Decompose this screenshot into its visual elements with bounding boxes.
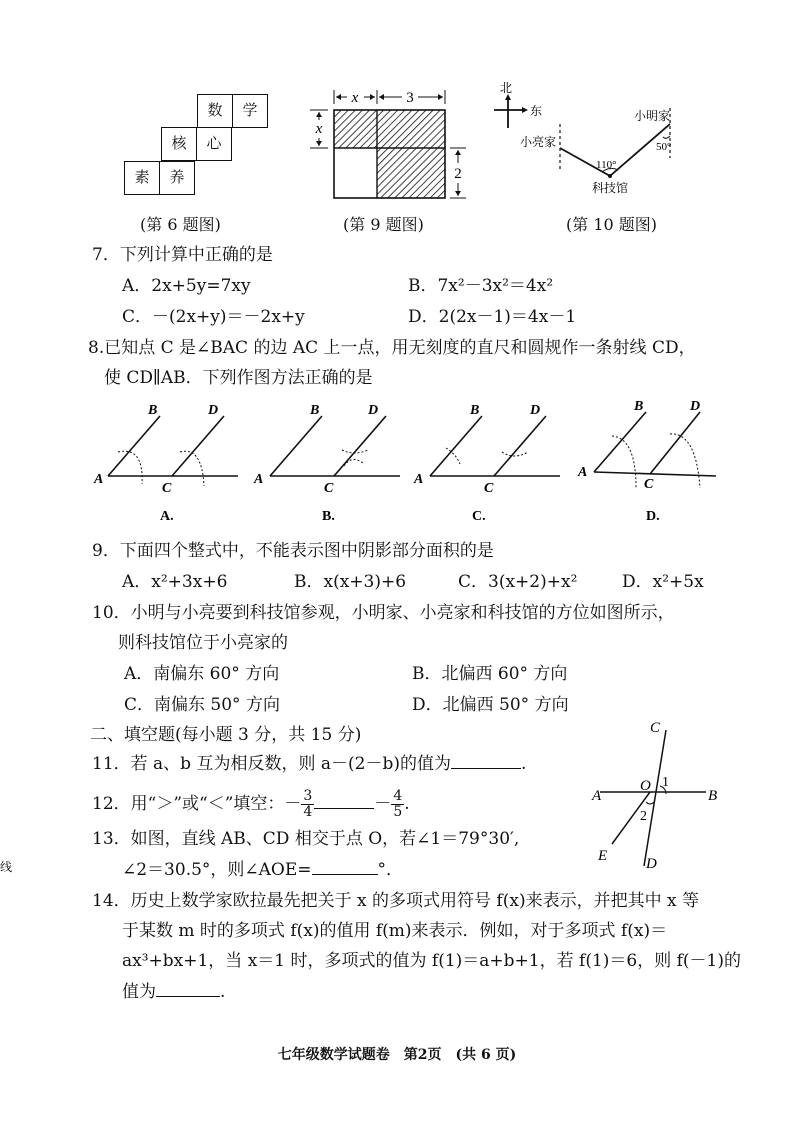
- svg-text:C: C: [324, 481, 334, 496]
- svg-text:A: A: [94, 472, 104, 487]
- q7-option-a: A．2x+5y=7xy: [122, 276, 251, 296]
- net-cell-6: 养: [159, 161, 195, 195]
- q13-line-1: 13．如图，直线 AB、CD 相交于点 O，若∠1＝79°30′,: [92, 829, 520, 849]
- q9-stem: 9．下面四个整式中，不能表示图中阴影部分面积的是: [92, 541, 494, 561]
- fig9-x-side: x: [315, 121, 323, 137]
- figure-10-diagram: [486, 78, 696, 208]
- q8-construction-figures: [90, 398, 740, 528]
- svg-text:B: B: [470, 403, 480, 418]
- q13-end: °．: [377, 860, 404, 880]
- net-cell-1: 数: [197, 94, 233, 128]
- svg-text:B: B: [310, 403, 320, 418]
- net-cell-5: 素: [124, 161, 160, 195]
- svg-text:A: A: [578, 465, 588, 480]
- fig13-label-2: 2: [640, 809, 647, 824]
- angle-50-label: 50°: [656, 141, 672, 153]
- museum-label: 科技馆: [592, 181, 629, 195]
- fig9-two: 2: [454, 166, 462, 182]
- angle-110-label: 110°: [596, 159, 617, 171]
- q11: [92, 752, 526, 775]
- figure-13: [586, 716, 726, 876]
- q13-line-2-text: ∠2＝30.5°，则∠AOE=: [122, 860, 312, 880]
- figure-9-diagram: [300, 80, 480, 210]
- svg-text:A.: A.: [160, 509, 174, 524]
- fig13-label-c: C: [650, 720, 661, 736]
- q10-line-1: 10．小明与小亮要到科技馆参观，小明家、小亮家和科技馆的方位如图所示，: [92, 603, 675, 623]
- q9-option-c: C．3(x+2)+x²: [458, 572, 578, 592]
- q8-line-1: 8.已知点 C 是∠BAC 的边 AC 上一点，用无刻度的直尺和圆规作一条射线 CD，: [88, 338, 696, 358]
- fig13-label-d: D: [646, 856, 657, 872]
- svg-text:B.: B.: [322, 509, 335, 524]
- svg-text:B: B: [148, 403, 158, 418]
- fig13-label-1: 1: [662, 775, 669, 790]
- xiaoliang-home-label: 小亮家: [520, 135, 557, 149]
- q10-option-c: C．南偏东 50° 方向: [124, 695, 280, 715]
- q14-line-4: 值为 .: [122, 982, 226, 1002]
- svg-text:C: C: [162, 481, 172, 496]
- q10-option-a: A．南偏东 60° 方向: [124, 664, 280, 684]
- svg-text:C: C: [644, 477, 654, 492]
- q11-end: .: [520, 754, 527, 774]
- north-label: 北: [499, 81, 513, 95]
- q8-figure-b: [253, 403, 400, 524]
- xiaoming-home-label: 小明家: [634, 109, 671, 123]
- q13-answer-blank[interactable]: [312, 858, 378, 875]
- q7-stem: 7．下列计算中正确的是: [92, 245, 273, 265]
- q7-option-b: B．7x²－3x²＝4x²: [408, 276, 554, 296]
- q12-fraction-2: $\frac{4}{5}$: [393, 788, 403, 820]
- q12-fraction-1: $\frac{3}{4}$: [303, 788, 313, 820]
- q12-mid: －: [374, 794, 392, 814]
- margin-mark: 线: [0, 860, 13, 874]
- q12-answer-blank[interactable]: [314, 792, 374, 809]
- q9-option-b: B．x(x+3)+6: [294, 572, 407, 592]
- q12: [92, 784, 410, 824]
- q10-line-2: 则科技馆位于小亮家的: [118, 633, 288, 653]
- q9-option-a: A．x²+3x+6: [122, 572, 228, 592]
- net-cell-4: 心: [196, 127, 232, 161]
- svg-text:D: D: [368, 403, 379, 418]
- svg-text:D: D: [530, 403, 541, 418]
- svg-text:A: A: [254, 472, 264, 487]
- q8-figure-d: [577, 399, 716, 524]
- q14-line-4-text: 值为: [122, 982, 156, 1002]
- svg-text:C: C: [484, 481, 494, 496]
- q8-figure-c: [413, 403, 560, 524]
- q7-option-c: C．－(2x+y)＝－2x+y: [122, 307, 305, 327]
- q14-answer-blank[interactable]: [156, 980, 220, 997]
- svg-text:D: D: [208, 403, 219, 418]
- q14-line-2: 于某数 m 时的多项式 f(x)的值用 f(m)来表示．例如，对于多项式 f(x)＝: [122, 921, 668, 941]
- svg-text:B: B: [634, 399, 644, 414]
- figure-10-caption: (第 10 题图): [566, 215, 658, 234]
- q14-line-3: ax³+bx+1，当 x＝1 时，多项式的值为 f(1)＝a+b+1，若 f(1)＝6，则 f(－1)的: [122, 951, 741, 971]
- q8-figure-a: [93, 403, 238, 524]
- fig13-label-e: E: [598, 848, 608, 864]
- east-label: 东: [530, 104, 543, 118]
- q7-option-d: D．2(2x－1)＝4x－1: [408, 307, 577, 327]
- q11-answer-blank[interactable]: [451, 752, 521, 769]
- q8-line-2: 使 CD∥AB．下列作图方法正确的是: [104, 368, 373, 388]
- svg-text:C.: C.: [472, 509, 486, 524]
- fig13-label-o: O: [640, 778, 651, 794]
- svg-text:D.: D.: [646, 509, 660, 524]
- page-footer: 七年级数学试题卷 第2页 (共 6 页): [277, 1047, 517, 1063]
- q9-option-d: D．x²+5x: [622, 572, 704, 592]
- svg-text:A: A: [414, 472, 424, 487]
- fig13-label-b: B: [708, 788, 718, 804]
- q13-line-2: [122, 858, 403, 881]
- q12-end: .: [404, 794, 410, 814]
- q10-option-d: D．北偏西 50° 方向: [412, 695, 569, 715]
- section-2-title: 二、填空题(每小题 3 分，共 15 分): [90, 725, 362, 745]
- q12-prefix: 12．用“＞”或“＜”填空：－: [92, 794, 302, 814]
- q11-text: 11．若 a、b 互为相反数，则 a－(2－b)的值为: [92, 754, 451, 774]
- q10-option-b: B．北偏西 60° 方向: [412, 664, 568, 684]
- fig9-x-top: x: [351, 90, 359, 106]
- svg-text:D: D: [690, 399, 701, 414]
- fig9-three: 3: [406, 90, 414, 106]
- fig13-label-a: A: [592, 788, 602, 804]
- q14-line-1: 14．历史上数学家欧拉最先把关于 x 的多项式用符号 f(x)来表示，并把其中 x 等: [92, 891, 699, 911]
- net-cell-3: 核: [161, 127, 197, 161]
- net-cell-2: 学: [232, 94, 268, 128]
- figure-6-caption: (第 6 题图): [140, 215, 221, 234]
- figure-9-caption: (第 9 题图): [343, 215, 424, 234]
